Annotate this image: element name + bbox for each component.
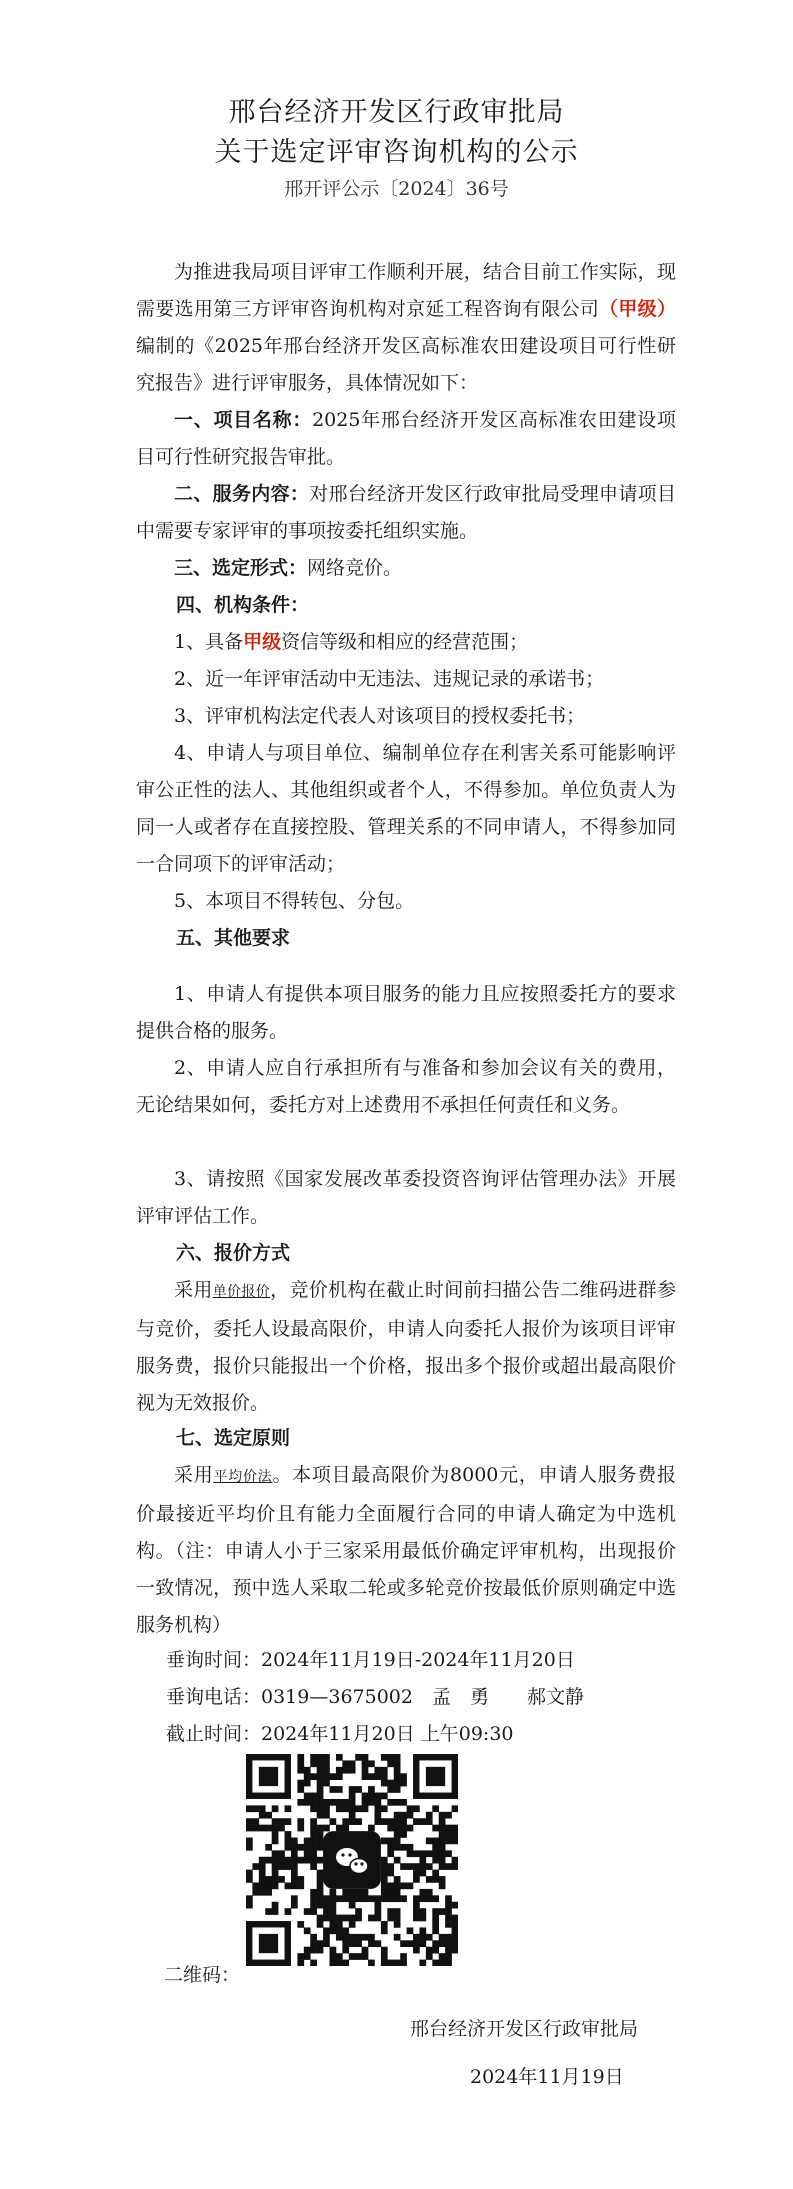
condition-2: 2、近一年评审活动中无违法、违规记录的承诺书； xyxy=(174,668,605,690)
item-7-label: 七、选定原则 xyxy=(176,1427,291,1449)
item-3-label: 三、选定形式： xyxy=(174,557,308,579)
wechat-icon xyxy=(323,1831,381,1889)
qr-finder-pattern xyxy=(246,1921,291,1966)
item-5-label: 五、其他要求 xyxy=(176,927,291,949)
signing-date: 2024年11月19日 xyxy=(470,2066,624,2088)
inquiry-time: 垂询时间：2024年11月19日-2024年11月20日 xyxy=(166,1649,575,1671)
requirement-2: 2、申请人应自行承担所有与准备和参加会议有关的费用，无论结果如何，委托方对上述费用不承担任何责任和义务。 xyxy=(136,1057,676,1116)
item-2-label: 二、服务内容： xyxy=(174,483,310,505)
condition-4: 4、申请人与项目单位、编制单位存在利害关系可能影响评审公正性的法人、其他组织或者个人，不得参加。单位负责人为同一人或者存在直接控股、管理关系的不同申请人，不得参加同一合同项下的评审活动； xyxy=(136,742,676,875)
item-4-label: 四、机构条件： xyxy=(176,594,310,616)
intro-paragraph xyxy=(136,254,676,402)
intro-grade-highlight: （甲级） xyxy=(599,298,676,320)
intro-text-b: 编制的《2025年邢台经济开发区高标准农田建设项目可行性研究报告》进行评审服务，具体情况如下： xyxy=(136,335,676,394)
intro-text-a: 为推进我局项目评审工作顺利开展，结合目前工作实际，现需要选用第三方评审咨询机构对京延工程咨询有限公司 xyxy=(136,261,676,320)
item-7-lead: 采用 xyxy=(174,1464,214,1486)
item-1-text: 2025年邢台经济开发区高标准农田建设项目可行性研究报告审批。 xyxy=(136,409,676,468)
item-2-text: 对邢台经济开发区行政审批局受理申请项目中需要专家评审的事项按委托组织实施。 xyxy=(136,483,676,542)
condition-1-a: 1、具备 xyxy=(174,631,244,653)
item-6-text xyxy=(136,1272,676,1422)
qr-label: 二维码： xyxy=(164,1964,241,1986)
deadline: 截止时间：2024年11月20日 上午09:30 xyxy=(166,1723,514,1745)
condition-1 xyxy=(136,624,676,661)
item-1 xyxy=(136,402,676,476)
document-number: 邢开评公示〔2024〕36号 xyxy=(284,178,509,200)
qr-code[interactable] xyxy=(246,1754,458,1966)
item-1-label: 一、项目名称： xyxy=(174,409,313,431)
item-6-lead: 采用 xyxy=(174,1279,213,1301)
title-line-2: 关于选定评审咨询机构的公示 xyxy=(214,137,579,168)
condition-1-b: 资信等级和相应的经营范围； xyxy=(281,631,529,653)
inquiry-phone: 垂询电话：0319—3675002 孟 勇 郝文静 xyxy=(166,1686,584,1708)
item-3 xyxy=(136,550,676,587)
item-6-method: 单价报价 xyxy=(212,1284,271,1300)
item-7-text xyxy=(136,1457,676,1644)
requirement-1: 1、申请人有提供本项目服务的能力且应按照委托方的要求提供合格的服务。 xyxy=(136,983,676,1042)
condition-5: 5、本项目不得转包、分包。 xyxy=(174,890,415,912)
condition-3: 3、评审机构法定代表人对该项目的授权委托书； xyxy=(174,705,586,727)
item-6-label: 六、报价方式 xyxy=(176,1242,291,1264)
item-7-body: 。本项目最高限价为8000元，申请人服务费报价最接近平均价且有能力全面履行合同的申请人确定为中选机构。（注：申请人小于三家采用最低价确定评审机构，出现报价一致情况，预中选人采取二轮或多轮竞价按最低价原则确定中选服务机构） xyxy=(136,1464,676,1636)
item-7-method: 平均价法 xyxy=(213,1469,273,1485)
signing-organization: 邢台经济开发区行政审批局 xyxy=(410,2018,639,2040)
item-2 xyxy=(136,476,676,550)
title-line-1: 邢台经济开发区行政审批局 xyxy=(228,97,565,128)
item-6-body: ，竞价机构在截止时间前扫描公告二维码进群参与竞价，委托人设最高限价，申请人向委托人报价为该项目评审服务费，报价只能报出一个价格，报出多个报价或超出最高限价视为无效报价。 xyxy=(136,1279,676,1414)
requirement-3: 3、请按照《国家发展改革委投资咨询评估管理办法》开展评审评估工作。 xyxy=(136,1168,676,1227)
item-3-text: 网络竞价。 xyxy=(307,557,403,579)
qr-finder-pattern xyxy=(413,1754,458,1799)
qr-finder-pattern xyxy=(246,1754,291,1799)
condition-1-grade: 甲级 xyxy=(243,631,282,653)
